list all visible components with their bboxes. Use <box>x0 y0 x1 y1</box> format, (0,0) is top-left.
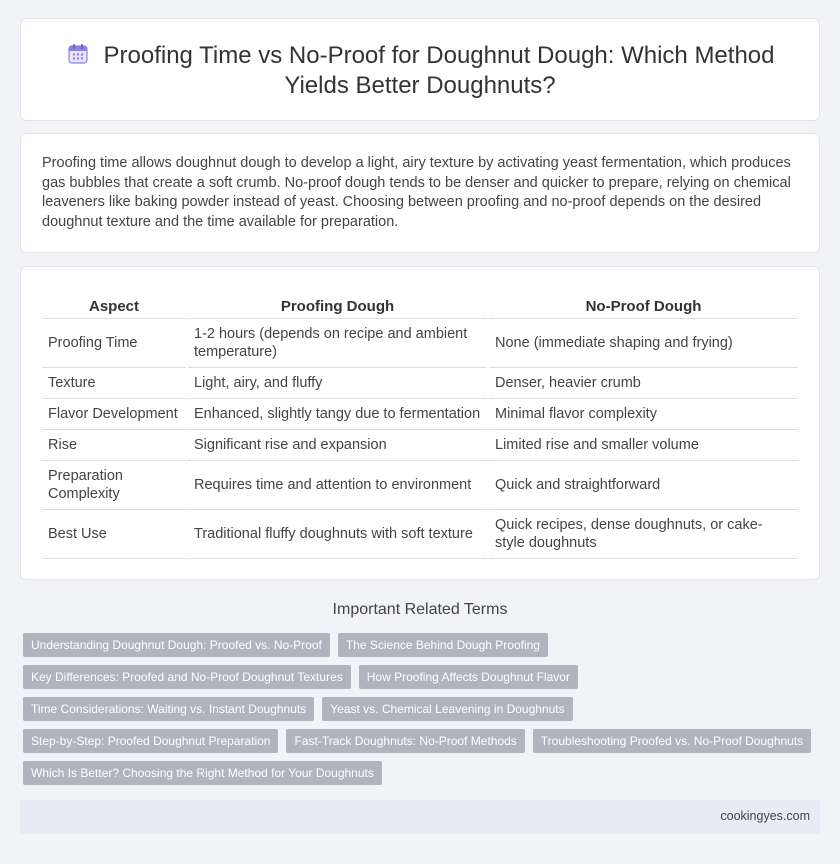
intro-card <box>20 133 820 253</box>
table-row <box>42 318 798 367</box>
table-row <box>42 429 798 460</box>
table-cell: Quick and straightforward <box>488 460 798 509</box>
comparison-table <box>42 296 798 559</box>
table-cell: Significant rise and expansion <box>187 429 488 460</box>
title-line-1: Proofing Time vs No-Proof for Doughnut Dough: Which Method <box>103 42 775 69</box>
related-term-tag[interactable]: Step-by-Step: Proofed Doughnut Preparation <box>23 729 278 753</box>
table-cell: Texture <box>42 367 187 398</box>
related-term-tag[interactable]: Troubleshooting Proofed vs. No-Proof Doughnuts <box>533 729 811 753</box>
related-term-tag[interactable]: Yeast vs. Chemical Leavening in Doughnuts <box>322 697 572 721</box>
footer-site-link[interactable]: cookingyes.com <box>720 809 810 823</box>
related-term-tag[interactable]: Time Considerations: Waiting vs. Instant Doughnuts <box>23 697 314 721</box>
intro-paragraph: Proofing time allows doughnut dough to develop a light, airy texture by activating yeast fermentation, which produces gas bubbles that create a soft crumb. No-proof dough tends to be denser and quicker to prepare, relying on chemical leaveners like baking powder instead of yeast. Choosing between proofing and no-proof depends on the desired doughnut texture and the time available for preparation. <box>42 155 791 230</box>
related-term-tag[interactable]: Key Differences: Proofed and No-Proof Doughnut Textures <box>23 665 351 689</box>
page-title <box>21 41 819 101</box>
table-cell: Enhanced, slightly tangy due to fermentation <box>187 398 488 429</box>
footer <box>20 800 820 834</box>
comparison-card <box>20 266 820 580</box>
related-term-tag[interactable]: How Proofing Affects Doughnut Flavor <box>359 665 578 689</box>
header-no-proof: No-Proof Dough <box>488 296 798 318</box>
related-terms-list <box>23 633 823 793</box>
table-cell: Limited rise and smaller volume <box>488 429 798 460</box>
table-cell: Quick recipes, dense doughnuts, or cake-style doughnuts <box>488 509 798 558</box>
title-line-2: Yields Better Doughnuts? <box>284 72 556 99</box>
table-header-row <box>42 296 798 318</box>
related-term-tag[interactable]: Which Is Better? Choosing the Right Method for Your Doughnuts <box>23 761 382 785</box>
header-aspect: Aspect <box>42 296 187 318</box>
table-row <box>42 367 798 398</box>
table-cell: None (immediate shaping and frying) <box>488 318 798 367</box>
table-cell: Best Use <box>42 509 187 558</box>
header-card <box>20 18 820 121</box>
table-cell: Preparation Complexity <box>42 460 187 509</box>
header-proofing: Proofing Dough <box>187 296 488 318</box>
table-cell: Light, airy, and fluffy <box>187 367 488 398</box>
table-cell: Flavor Development <box>42 398 187 429</box>
table-cell: Requires time and attention to environment <box>187 460 488 509</box>
table-cell: Traditional fluffy doughnuts with soft texture <box>187 509 488 558</box>
related-term-tag[interactable]: The Science Behind Dough Proofing <box>338 633 548 657</box>
calendar-icon <box>66 42 90 66</box>
related-term-tag[interactable]: Fast-Track Doughnuts: No-Proof Methods <box>286 729 524 753</box>
table-cell: 1-2 hours (depends on recipe and ambient temperature) <box>187 318 488 367</box>
related-term-tag[interactable]: Understanding Doughnut Dough: Proofed vs. No-Proof <box>23 633 330 657</box>
table-cell: Proofing Time <box>42 318 187 367</box>
table-cell: Rise <box>42 429 187 460</box>
table-cell: Minimal flavor complexity <box>488 398 798 429</box>
table-row <box>42 460 798 509</box>
table-row <box>42 509 798 558</box>
table-cell: Denser, heavier crumb <box>488 367 798 398</box>
table-row <box>42 398 798 429</box>
related-terms-heading: Important Related Terms <box>332 601 508 618</box>
